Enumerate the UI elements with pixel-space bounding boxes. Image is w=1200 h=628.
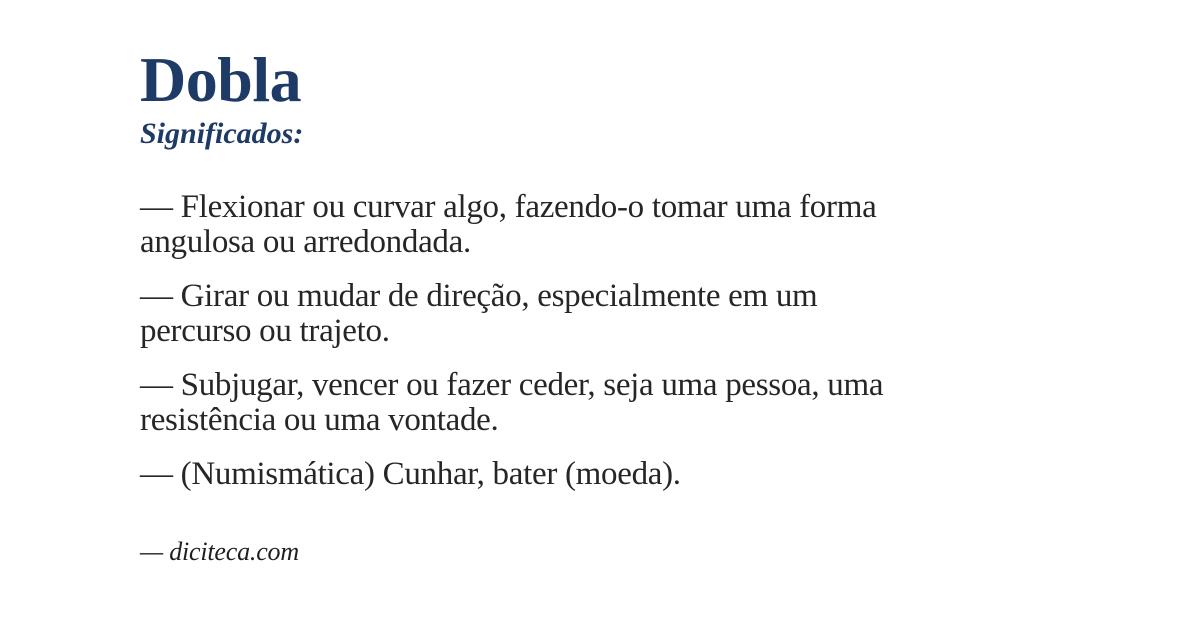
definition-line: — (Numismática) Cunhar, bater (moeda).	[140, 456, 681, 493]
page-subtitle: Significados:	[140, 117, 304, 151]
source-attribution: — diciteca.com	[140, 537, 299, 567]
definition-item-2	[140, 279, 1160, 349]
definition-item-3	[140, 368, 1160, 438]
definition-item-4	[140, 457, 1160, 492]
definition-line: resistência ou uma vontade.	[140, 402, 499, 439]
definition-line: percurso ou trajeto.	[140, 313, 390, 350]
definition-line: — Girar ou mudar de direção, especialmente em um	[140, 278, 818, 315]
page-title: Dobla	[140, 44, 302, 115]
definition-line: — Flexionar ou curvar algo, fazendo-o tomar uma forma	[140, 189, 877, 226]
definitions-list	[140, 190, 1160, 492]
definition-item-1	[140, 190, 1160, 260]
definition-line: angulosa ou arredondada.	[140, 224, 471, 261]
definition-line: — Subjugar, vencer ou fazer ceder, seja uma pessoa, uma	[140, 367, 884, 404]
